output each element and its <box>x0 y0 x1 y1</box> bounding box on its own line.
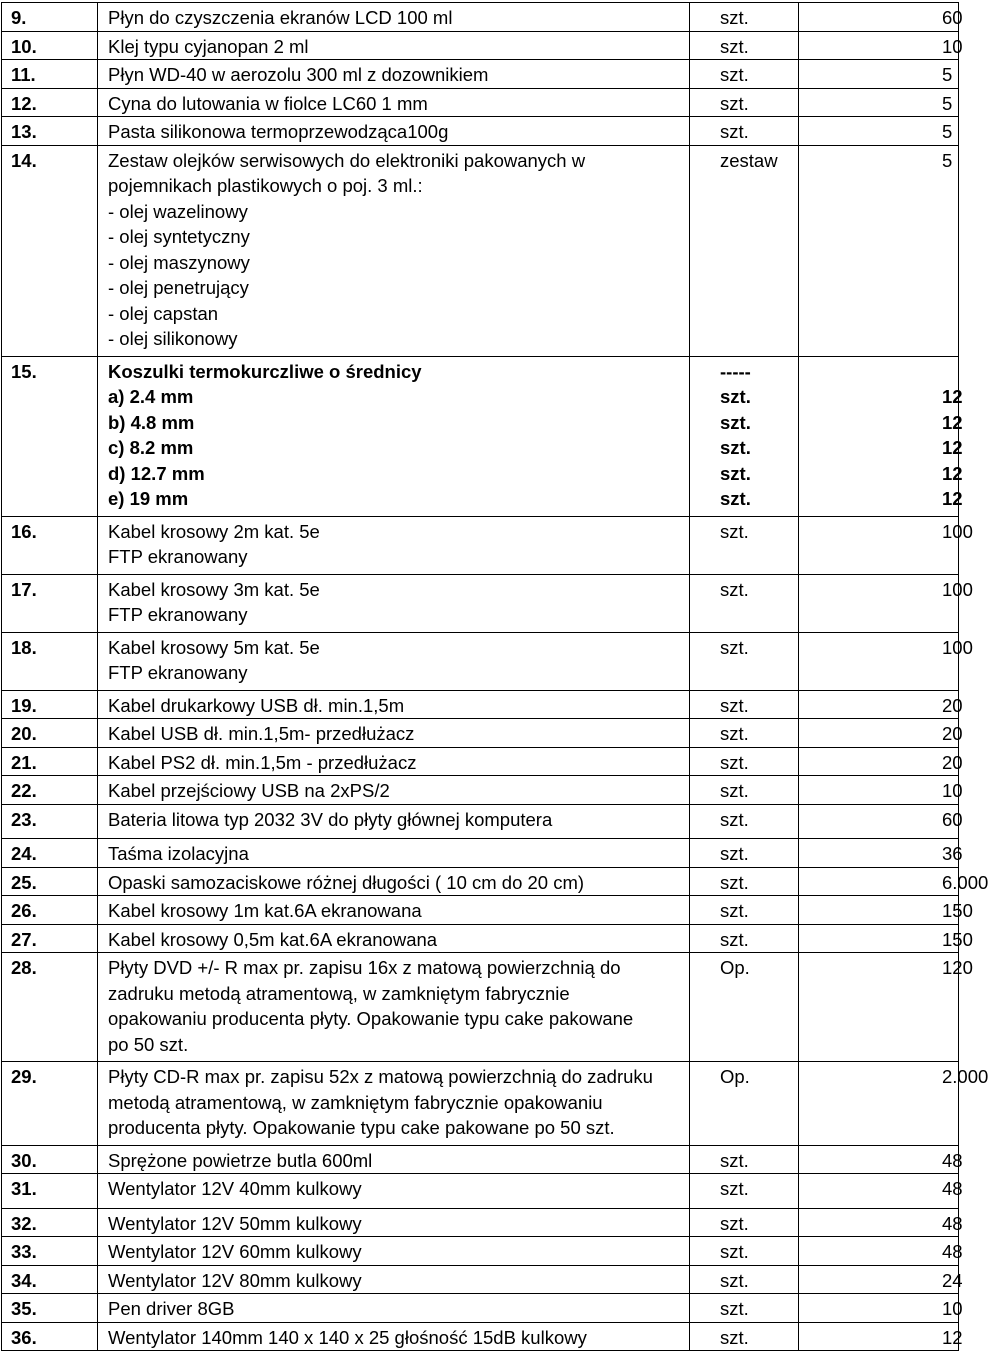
quantity-value: 10 <box>942 1298 963 1319</box>
description-line: Kabel PS2 dł. min.1,5m - przedłużacz <box>108 751 417 773</box>
quantity-value: 2.000 <box>942 1066 988 1087</box>
item-description <box>98 839 690 868</box>
table-row <box>2 1322 959 1351</box>
item-description <box>98 776 690 805</box>
description-line: - olej maszynowy <box>108 251 250 273</box>
description-line: FTP ekranowany <box>108 604 248 625</box>
item-description <box>98 60 690 89</box>
description-line: FTP ekranowany <box>108 546 248 567</box>
quantity-value: 24 <box>942 1269 963 1291</box>
unit-label: szt. <box>720 35 749 57</box>
item-quantity <box>799 1294 963 1323</box>
item-number: 25. <box>2 867 98 896</box>
quantity-value: 20 <box>942 723 963 744</box>
item-unit <box>690 867 799 896</box>
unit-label: szt. <box>720 1178 749 1199</box>
unit-label: szt. <box>720 1212 749 1234</box>
item-number: 34. <box>2 1265 98 1294</box>
item-description <box>98 1208 690 1237</box>
description-line: - olej penetrujący <box>108 277 249 298</box>
description-line: Klej typu cyjanopan 2 ml <box>108 35 309 57</box>
quantity-value: 5 <box>942 121 953 142</box>
item-unit <box>690 1174 799 1209</box>
table-row <box>2 1294 959 1323</box>
table-row <box>2 117 959 146</box>
table-row <box>2 1208 959 1237</box>
item-description <box>98 804 690 839</box>
table-row <box>2 1062 959 1146</box>
table-row <box>2 804 959 839</box>
item-description <box>98 1174 690 1209</box>
item-description <box>98 747 690 776</box>
description-line: metodą atramentową, w zamkniętym fabrycznie opakowaniu <box>108 1091 603 1113</box>
unit-label: szt. <box>720 1298 749 1319</box>
description-line: Cyna do lutowania w fiolce LC60 1 mm <box>108 92 428 114</box>
item-number: 22. <box>2 776 98 805</box>
item-unit <box>690 896 799 925</box>
table-row <box>2 31 959 60</box>
unit-label: szt. <box>720 900 749 921</box>
quantity-value: 5 <box>942 149 953 171</box>
description-line: Zestaw olejków serwisowych do elektroniki pakowanych w <box>108 149 586 171</box>
item-description <box>98 1145 690 1174</box>
item-description <box>98 690 690 719</box>
description-line: Płyn WD-40 w aerozolu 300 ml z dozownikiem <box>108 64 489 85</box>
subitem-unit: szt. <box>720 462 751 484</box>
description-line: Pen driver 8GB <box>108 1298 235 1319</box>
item-unit <box>690 1322 799 1351</box>
quantity-value: 6.000 <box>942 871 988 893</box>
item-quantity <box>799 776 963 805</box>
item-number: 36. <box>2 1322 98 1351</box>
table-row <box>2 1145 959 1174</box>
item-quantity <box>799 1145 963 1174</box>
item-description <box>98 31 690 60</box>
item-unit <box>690 776 799 805</box>
item-number: 23. <box>2 804 98 839</box>
item-number: 10. <box>2 31 98 60</box>
item-unit <box>690 690 799 719</box>
item-quantity <box>799 1322 963 1351</box>
subitem-unit: szt. <box>720 488 751 509</box>
item-description <box>98 574 690 632</box>
description-line: Kabel przejściowy USB na 2xPS/2 <box>108 780 390 801</box>
table-row <box>2 1237 959 1266</box>
description-line: po 50 szt. <box>108 1033 189 1055</box>
item-quantity <box>799 1174 963 1209</box>
item-quantity <box>799 1265 963 1294</box>
description-line: Płyty CD-R max pr. zapisu 52x z matową powierzchnią do zadruku <box>108 1066 653 1087</box>
item-description <box>98 1237 690 1266</box>
unit-label: Op. <box>720 957 750 978</box>
subitem-quantity: 12 <box>942 386 963 407</box>
description-line: Płyty DVD +/- R max pr. zapisu 16x z matową powierzchnią do <box>108 957 621 978</box>
description-line: Pasta silikonowa termoprzewodząca100g <box>108 121 449 142</box>
item-description <box>98 88 690 117</box>
item-description <box>98 356 690 516</box>
description-line: Kabel krosowy 0,5m kat.6A ekranowana <box>108 928 438 950</box>
table-row <box>2 896 959 925</box>
description-line: - olej capstan <box>108 302 219 324</box>
item-unit <box>690 60 799 89</box>
description-line: Kabel krosowy 3m kat. 5e <box>108 578 320 600</box>
table-row <box>2 356 959 516</box>
item-description <box>98 1322 690 1351</box>
item-number: 24. <box>2 839 98 868</box>
unit-label: szt. <box>720 7 749 28</box>
subitem-unit: szt. <box>720 411 751 433</box>
unit-label: ----- <box>720 360 751 382</box>
unit-label: szt. <box>720 636 749 658</box>
item-description <box>98 1062 690 1146</box>
item-unit <box>690 953 799 1062</box>
subitem-quantity: 12 <box>942 488 963 509</box>
description-line: - olej silikonowy <box>108 328 238 349</box>
quantity-value: 48 <box>942 1149 963 1171</box>
description-line: zadruku metodą atramentową, w zamkniętym fabrycznie <box>108 982 570 1004</box>
item-number: 11. <box>2 60 98 89</box>
unit-label: szt. <box>720 751 749 773</box>
item-description <box>98 1294 690 1323</box>
item-unit <box>690 1294 799 1323</box>
unit-label: szt. <box>720 694 749 716</box>
unit-label: szt. <box>720 1149 749 1171</box>
item-number: 13. <box>2 117 98 146</box>
item-unit <box>690 747 799 776</box>
description-line: Kabel USB dł. min.1,5m- przedłużacz <box>108 723 415 744</box>
table-row <box>2 145 959 356</box>
unit-label: szt. <box>720 64 749 85</box>
item-unit <box>690 145 799 356</box>
table-row <box>2 1174 959 1209</box>
table-row <box>2 776 959 805</box>
subitem-label: e) 19 mm <box>108 488 189 509</box>
quantity-value: 10 <box>942 780 963 801</box>
description-line: Kabel drukarkowy USB dł. min.1,5m <box>108 694 405 716</box>
table-row <box>2 3 959 32</box>
item-quantity <box>799 632 973 690</box>
description-line: - olej syntetyczny <box>108 226 250 247</box>
item-number: 31. <box>2 1174 98 1209</box>
unit-label: szt. <box>720 578 749 600</box>
item-unit <box>690 356 799 516</box>
subitem-label: c) 8.2 mm <box>108 437 194 458</box>
item-number: 28. <box>2 953 98 1062</box>
description-line: Kabel krosowy 5m kat. 5e <box>108 636 320 658</box>
subitem-unit: szt. <box>720 386 751 407</box>
unit-label: szt. <box>720 871 749 893</box>
item-number: 35. <box>2 1294 98 1323</box>
quantity-value: 48 <box>942 1178 963 1199</box>
description-line: Kabel krosowy 1m kat.6A ekranowana <box>108 900 422 921</box>
items-table <box>1 2 988 1351</box>
quantity-value: 120 <box>942 957 973 978</box>
item-description <box>98 3 690 32</box>
item-number: 30. <box>2 1145 98 1174</box>
items-table-body <box>2 3 988 1351</box>
item-unit <box>690 1208 799 1237</box>
item-quantity <box>799 516 973 574</box>
subitem-label: a) 2.4 mm <box>108 386 194 407</box>
item-unit <box>690 1237 799 1266</box>
item-description <box>98 145 690 356</box>
item-number: 27. <box>2 924 98 953</box>
item-quantity <box>799 60 959 89</box>
item-quantity <box>799 953 973 1062</box>
table-row <box>2 747 959 776</box>
subitem-label: b) 4.8 mm <box>108 411 195 433</box>
item-number: 21. <box>2 747 98 776</box>
item-description <box>98 924 690 953</box>
item-description <box>98 1265 690 1294</box>
unit-label: szt. <box>720 1326 749 1348</box>
table-row <box>2 719 959 748</box>
item-unit <box>690 574 799 632</box>
table-row <box>2 924 959 953</box>
quantity-value: 20 <box>942 694 963 716</box>
item-number: 19. <box>2 690 98 719</box>
description-line: opakowaniu producenta płyty. Opakowanie typu cake pakowane <box>108 1008 634 1029</box>
table-row <box>2 632 959 690</box>
item-unit <box>690 516 799 574</box>
quantity-value: 5 <box>942 92 953 114</box>
table-row <box>2 953 959 1062</box>
description-line: Wentylator 12V 60mm kulkowy <box>108 1241 362 1262</box>
item-quantity <box>799 145 959 356</box>
item-unit <box>690 1265 799 1294</box>
item-description <box>98 896 690 925</box>
description-line: Bateria litowa typ 2032 3V do płyty głównej komputera <box>108 808 553 830</box>
item-number: 20. <box>2 719 98 748</box>
item-number: 17. <box>2 574 98 632</box>
item-quantity <box>799 896 973 925</box>
item-description <box>98 117 690 146</box>
quantity-value: 100 <box>942 578 973 600</box>
item-quantity <box>799 839 963 868</box>
item-quantity <box>799 690 963 719</box>
quantity-value: 60 <box>942 7 963 28</box>
item-quantity <box>799 1208 963 1237</box>
table-row <box>2 867 959 896</box>
quantity-value: 150 <box>942 928 973 950</box>
quantity-value: 48 <box>942 1212 963 1234</box>
description-line: Kabel krosowy 2m kat. 5e <box>108 520 320 542</box>
quantity-value: 48 <box>942 1241 963 1262</box>
unit-label: szt. <box>720 843 749 864</box>
item-unit <box>690 839 799 868</box>
item-quantity <box>799 31 963 60</box>
unit-label: zestaw <box>720 149 778 171</box>
subitem-label: d) 12.7 mm <box>108 462 205 484</box>
item-unit <box>690 88 799 117</box>
unit-label: Op. <box>720 1066 750 1087</box>
item-quantity <box>799 356 963 516</box>
description-line: Koszulki termokurczliwe o średnicy <box>108 360 422 382</box>
description-line: Sprężone powietrze butla 600ml <box>108 1149 373 1171</box>
table-row <box>2 1265 959 1294</box>
item-number: 33. <box>2 1237 98 1266</box>
item-quantity <box>799 117 959 146</box>
quantity-value: 36 <box>942 843 963 864</box>
quantity-value: 100 <box>942 636 973 658</box>
unit-label: szt. <box>720 1269 749 1291</box>
item-quantity <box>799 747 963 776</box>
item-description <box>98 516 690 574</box>
unit-label: szt. <box>720 92 749 114</box>
item-unit <box>690 632 799 690</box>
item-quantity <box>799 804 963 839</box>
table-row <box>2 839 959 868</box>
quantity-value: 5 <box>942 64 953 85</box>
quantity-value: 10 <box>942 35 963 57</box>
item-unit <box>690 719 799 748</box>
description-line: FTP ekranowany <box>108 662 248 683</box>
table-row <box>2 88 959 117</box>
description-line: Wentylator 140mm 140 x 140 x 25 głośność 15dB kulkowy <box>108 1326 587 1348</box>
description-line: pojemnikach plastikowych o poj. 3 ml.: <box>108 175 423 196</box>
item-quantity <box>799 88 959 117</box>
description-line: Taśma izolacyjna <box>108 843 249 864</box>
description-line: - olej wazelinowy <box>108 200 248 222</box>
unit-label: szt. <box>720 520 749 542</box>
item-quantity <box>799 924 973 953</box>
table-row <box>2 516 959 574</box>
unit-label: szt. <box>720 723 749 744</box>
unit-label: szt. <box>720 121 749 142</box>
item-description <box>98 632 690 690</box>
unit-label: szt. <box>720 780 749 801</box>
item-description <box>98 719 690 748</box>
item-number: 29. <box>2 1062 98 1146</box>
item-unit <box>690 924 799 953</box>
item-number: 14. <box>2 145 98 356</box>
item-quantity <box>799 1062 988 1146</box>
item-unit <box>690 31 799 60</box>
quantity-value <box>942 359 955 385</box>
description-line: Opaski samozaciskowe różnej długości ( 10 cm do 20 cm) <box>108 871 585 893</box>
item-quantity <box>799 1237 963 1266</box>
item-quantity <box>799 3 963 32</box>
item-number: 16. <box>2 516 98 574</box>
item-unit <box>690 1062 799 1146</box>
quantity-value: 100 <box>942 520 973 542</box>
item-quantity <box>799 867 988 896</box>
subitem-quantity: 12 <box>942 411 963 433</box>
description-line: Płyn do czyszczenia ekranów LCD 100 ml <box>108 7 453 28</box>
quantity-value: 12 <box>942 1326 963 1348</box>
unit-label: szt. <box>720 808 749 830</box>
item-description <box>98 867 690 896</box>
item-quantity <box>799 719 963 748</box>
unit-label: szt. <box>720 1241 749 1262</box>
table-row <box>2 574 959 632</box>
subitem-unit: szt. <box>720 437 751 458</box>
item-unit <box>690 804 799 839</box>
description-line: producenta płyty. Opakowanie typu cake pakowane po 50 szt. <box>108 1117 615 1138</box>
subitem-quantity: 12 <box>942 462 963 484</box>
item-number: 18. <box>2 632 98 690</box>
item-unit <box>690 117 799 146</box>
item-number: 12. <box>2 88 98 117</box>
description-line: Wentylator 12V 40mm kulkowy <box>108 1178 362 1199</box>
item-unit <box>690 3 799 32</box>
quantity-value: 20 <box>942 751 963 773</box>
table-row <box>2 690 959 719</box>
description-line: Wentylator 12V 80mm kulkowy <box>108 1269 362 1291</box>
quantity-value: 150 <box>942 900 973 921</box>
unit-label: szt. <box>720 928 749 950</box>
item-number: 9. <box>2 3 98 32</box>
item-unit <box>690 1145 799 1174</box>
item-quantity <box>799 574 973 632</box>
item-description <box>98 953 690 1062</box>
quantity-value: 60 <box>942 808 963 830</box>
subitem-quantity: 12 <box>942 437 963 458</box>
description-line: Wentylator 12V 50mm kulkowy <box>108 1212 362 1234</box>
table-row <box>2 60 959 89</box>
item-number: 26. <box>2 896 98 925</box>
item-number: 15. <box>2 356 98 516</box>
item-number: 32. <box>2 1208 98 1237</box>
